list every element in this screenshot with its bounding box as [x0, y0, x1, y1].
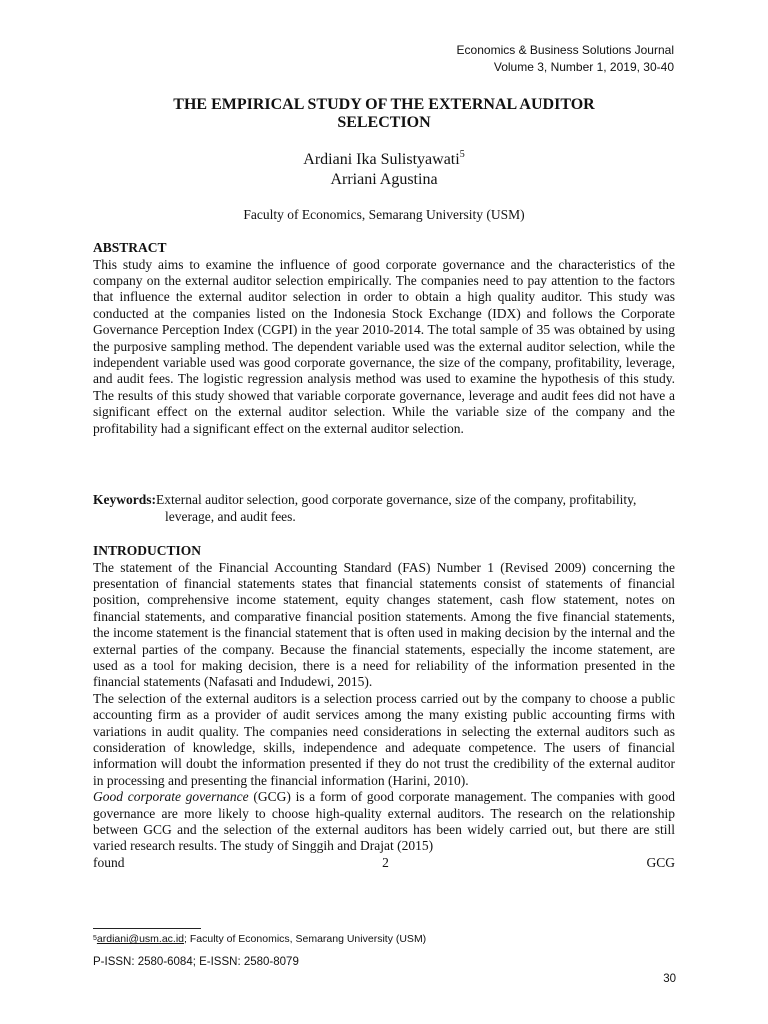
issn-info: P-ISSN: 2580-6084; E-ISSN: 2580-8079	[93, 956, 299, 968]
keywords-text: External auditor selection, good corporate governance, size of the company, profitability, leverage, and audit fees.	[156, 492, 637, 524]
last-line-left: found	[93, 854, 125, 870]
intro-paragraph-1: The statement of the Financial Accounting Standard (FAS) Number 1 (Revised 2009) concerning the presentation of financial statements states that financial statements consist of statements of financial position, comprehensive income statement, equity changes statement, cash flow statement, notes on financial statements, and comparative financial position statements. Among the five financial statements, the income statement is the financial statement that is often used in making decision by the internal and the external parties of the company. Because the financial statements, especially the income statement, are used as a tool for making decision, there is a need for reliability of the information presented in the financial statements (Nafasati and Indudewi, 2015).	[93, 559, 675, 690]
introduction-heading: INTRODUCTION	[93, 543, 202, 558]
volume-info: Volume 3, Number 1, 2019, 30-40	[493, 60, 674, 74]
author-1	[92, 150, 676, 170]
journal-header	[457, 42, 674, 76]
abstract-section	[93, 240, 675, 437]
gcg-italic-term: Good corporate governance	[93, 789, 249, 805]
title-line-2: SELECTION	[337, 114, 431, 131]
footnote-divider	[93, 928, 201, 929]
author-2: Arriani Agustina	[330, 171, 438, 188]
keywords-section	[93, 492, 675, 525]
keywords-label: Keywords:	[93, 492, 156, 507]
author-1-name: Ardiani Ika Sulistyawati	[303, 151, 460, 168]
paper-title	[92, 96, 676, 132]
footnote-text: ; Faculty of Economics, Semarang University (USM)	[184, 933, 427, 945]
footnote	[93, 932, 426, 946]
introduction-section	[93, 543, 675, 871]
intro-paragraph-2: The selection of the external auditors is a selection process carried out by the company to choose a public accounting firm as a provider of audit services among the many existing public accounting firms with variations in audit quality. The companies need considerations in selecting the external auditors such as consideration of knowledge, skills, independence and adequate competence. The users of financial information will doubt the information presented if they do not trust the credibility of the external auditor in processing and presenting the financial information (Harini, 2010).	[93, 690, 675, 788]
affiliation: Faculty of Economics, Semarang University (USM)	[243, 207, 525, 222]
journal-name: Economics & Business Solutions Journal	[456, 43, 674, 57]
intro-paragraph-3	[93, 789, 675, 855]
intro-paragraph-3-text: (GCG) is a form of good corporate management. The companies with good governance are more likely to choose high-quality external auditors. The research on the relationship between GCG and the selection of the external auditors has been widely carried out, but there are still varied research results. The study of Singgih and Drajat (2015)	[93, 789, 675, 854]
footnote-mark: 5	[93, 935, 97, 942]
abstract-text: This study aims to examine the influence of good corporate governance and the characteristics of the company on the external auditor selection empirically. The companies need to pay attention to the factors that influence the external auditor selection in order to obtain a high quality auditor. This study was conducted at the companies listed on the Indonesia Stock Exchange (IDX) and follows the Corporate Governance Perception Index (CGPI) in the year 2010-2014. The total sample of 35 was obtained by using the purposive sampling method. The dependent variable used was the external auditor selection, while the independent variable used was good corporate governance, the size of the company, profitability, leverage, and audit fees. The logistic regression analysis method was used to examine the hypothesis of this study. The results of this study showed that variable corporate governance, leverage and audit fees did not have a significant effect on the external auditor selection. While the variable size of the company and the profitability had a significant effect on the external auditor selection.	[93, 256, 675, 436]
author-list	[92, 150, 676, 190]
page-number: 30	[663, 973, 676, 985]
last-line-mid: 2	[382, 854, 389, 870]
intro-last-line	[93, 855, 675, 871]
footnote-email-link[interactable]: ardiani@usm.ac.id	[96, 933, 185, 945]
abstract-heading: ABSTRACT	[93, 240, 167, 255]
title-line-1: THE EMPIRICAL STUDY OF THE EXTERNAL AUDITOR	[173, 96, 595, 113]
author-1-footnote-mark: 5	[459, 149, 465, 160]
last-line-right: GCG	[646, 854, 675, 870]
